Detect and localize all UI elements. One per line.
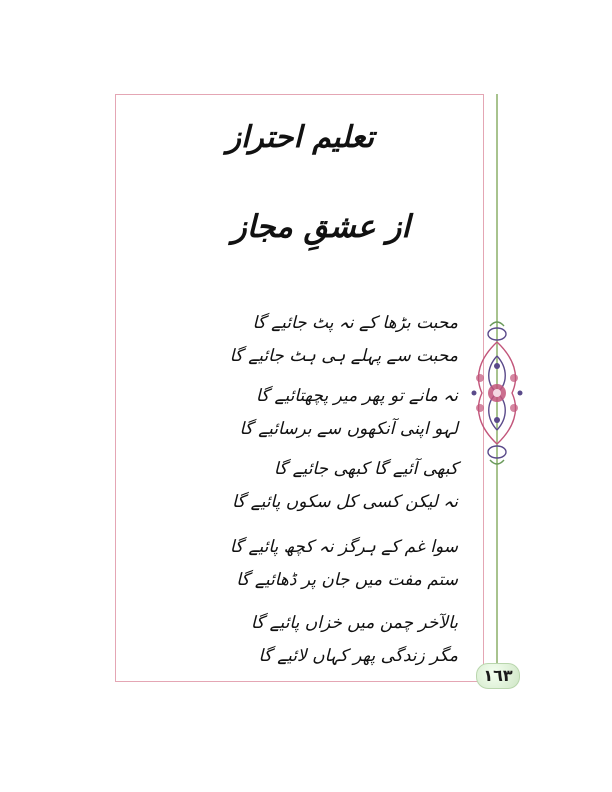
- page-title: تعلیم احتراز: [226, 120, 374, 155]
- verse-line: کبھی آئیے گا کبھی جائیے گا: [273, 459, 458, 479]
- page-number: ١٦٣: [483, 666, 513, 685]
- verse-line: محبت سے پہلے ہی ہٹ جائیے گا: [229, 346, 458, 366]
- verse-line: ستم مفت میں جان پر ڈھائیے گا: [236, 570, 458, 590]
- verse-line: مگر زندگی پھر کہاں لائیے گا: [258, 646, 458, 666]
- stanza-2: [158, 380, 458, 446]
- verse-line: لہو اپنی آنکھوں سے برسائیے گا: [239, 419, 458, 439]
- verse-line: بالآخر چمن میں خزاں پائیے گا: [250, 613, 458, 633]
- verse-line: سوا غم کے ہرگز نہ کچھ پائیے گا: [229, 537, 458, 557]
- stanza-4: [158, 531, 458, 597]
- floral-ornament-icon: [466, 318, 528, 468]
- page-subtitle: از عشقِ مجاز: [231, 209, 410, 245]
- stanza-5: [158, 607, 458, 673]
- page-number-badge: [476, 663, 520, 689]
- verse-line: محبت بڑھا کے نہ پٹ جائیے گا: [252, 313, 458, 333]
- stanza-1: [158, 307, 458, 373]
- stanza-3: [158, 453, 458, 519]
- verse-line: نہ لیکن کسی کل سکوں پائیے گا: [231, 492, 458, 512]
- verse-line: نہ مانے تو پھر میر پچھتائیے گا: [255, 386, 458, 406]
- poem-area: [130, 94, 462, 682]
